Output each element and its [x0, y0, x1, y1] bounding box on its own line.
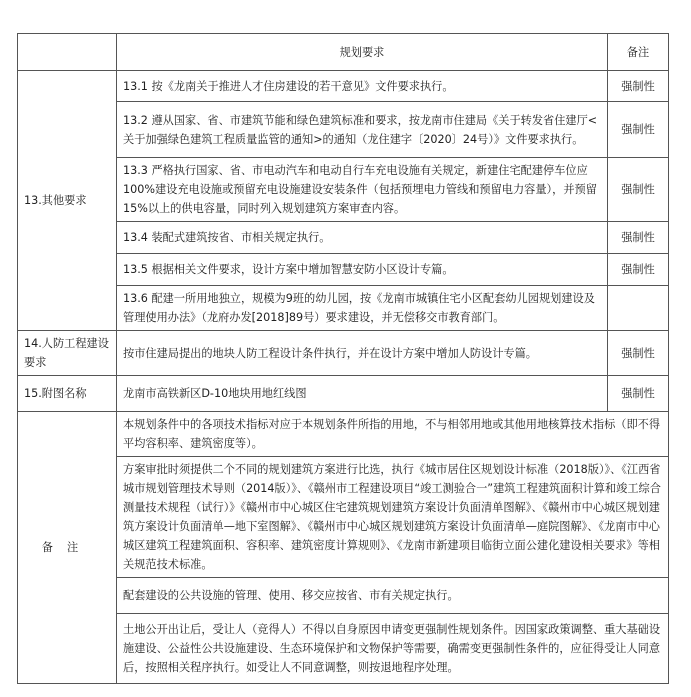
remarks-row-1 [18, 412, 669, 457]
requirement-13-6: 13.6 配建一所用地独立，规模为9班的幼儿园，按《龙南市城镇住宅小区配套幼儿园规划建设及管理使用办法》（龙府办发[2018]89号）要求建设，并无偿移交市教育部门。 [117, 286, 608, 331]
note-13-1: 强制性 [608, 71, 669, 102]
header-requirements: 规划要求 [117, 34, 608, 71]
requirement-13-4: 13.4 装配式建筑按省、市相关规定执行。 [117, 222, 608, 254]
row-15 [18, 376, 669, 412]
note-13-6 [608, 286, 669, 331]
category-13-label: 13.其他要求 [18, 71, 117, 331]
requirement-13-2: 13.2 遵从国家、省、市建筑节能和绿色建筑标准和要求，按龙南市住建局《关于转发省住建厅<关于加强绿色建筑工程质量监管的通知>的通知（龙住建字〔2020〕24号）》文件要求执行。 [117, 102, 608, 158]
note-15: 强制性 [608, 376, 669, 412]
header-note: 备注 [608, 34, 669, 71]
requirement-14: 按市住建局提出的地块人防工程设计条件执行，并在设计方案中增加人防设计专篇。 [117, 331, 608, 376]
note-13-4: 强制性 [608, 222, 669, 254]
note-13-3: 强制性 [608, 158, 669, 222]
header-blank-cell [18, 34, 117, 71]
table-header-row [18, 34, 669, 71]
requirement-13-5: 13.5 根据相关文件要求，设计方案中增加智慧安防小区设计专篇。 [117, 254, 608, 286]
planning-conditions-table [17, 33, 669, 684]
requirement-13-1: 13.1 按《龙南关于推进人才住房建设的若干意见》文件要求执行。 [117, 71, 608, 102]
note-14: 强制性 [608, 331, 669, 376]
remark-4: 土地公开出让后，受让人（竞得人）不得以自身原因申请变更强制性规划条件。因国家政策调整、重大基础设施建设、公益性公共设施建设、生态环境保护和文物保护等需要，确需变更强制性条件的，应征得受让人同意后，按照相关程序执行。如受让人不同意调整，则按退地程序处理。 [117, 614, 669, 684]
remark-1: 本规划条件中的各项技术指标对应于本规划条件所指的用地，不与相邻用地或其他用地核算技术指标（即不得平均容积率、建筑密度等）。 [117, 412, 669, 457]
remark-3: 配套建设的公共设施的管理、使用、移交应按省、市有关规定执行。 [117, 578, 669, 614]
remark-2: 方案审批时须提供二个不同的规划建筑方案进行比选，执行《城市居住区规划设计标准（2018版）》、《江西省城市规划管理技术导则（2014版）》、《赣州市工程建设项目“竣工测验合一”建筑工程建筑面积计算和竣工综合测量技术规程（试行）》《赣州市中心城区住宅建筑规划建筑方案设计负面清单图解》、《赣州市中心城区规划建筑方案设计负面清单—地下室图解》、《赣州市中心城区规划建筑方案设计负面清单—庭院图解》、《龙南市中心城区建筑工程建筑面积、容积率、建筑密度计算规则》、《龙南市新建项目临街立面公建化建设相关要求》等相关规范技术标准。 [117, 457, 669, 578]
note-13-2: 强制性 [608, 102, 669, 158]
category-14-label: 14.人防工程建设要求 [18, 331, 117, 376]
row-13-1 [18, 71, 669, 102]
requirement-13-3: 13.3 严格执行国家、省、市电动汽车和电动自行车充电设施有关规定，新建住宅配建停车位应100%建设充电设施或预留充电设施建设安装条件（包括预埋电力管线和预留电力容量），并预留15%以上的供电容量，同时列入规划建筑方案审查内容。 [117, 158, 608, 222]
category-15-label: 15.附图名称 [18, 376, 117, 412]
note-13-5: 强制性 [608, 254, 669, 286]
remarks-label: 备注 [18, 412, 117, 684]
requirement-15: 龙南市高铁新区D-10地块用地红线图 [117, 376, 608, 412]
row-14 [18, 331, 669, 376]
